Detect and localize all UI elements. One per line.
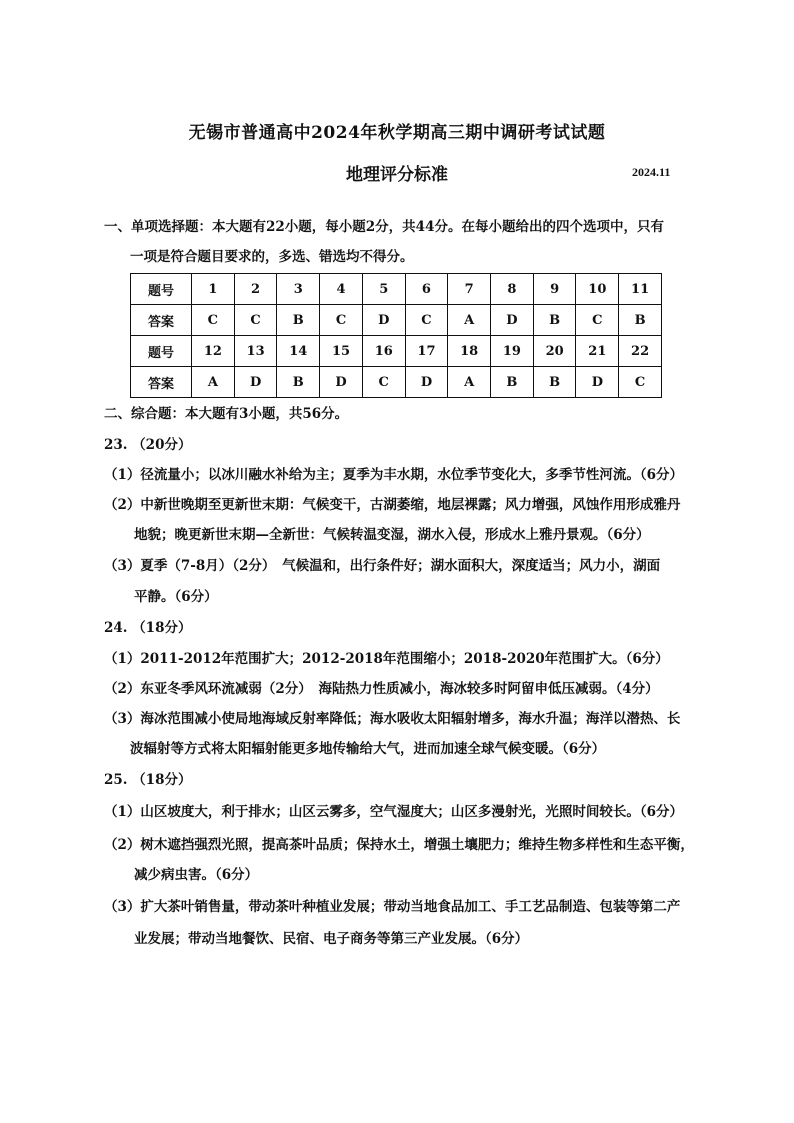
q23-part3-line2: 平静。（6分）: [134, 589, 218, 605]
section2-heading: 二、综合题：本大题有3小题，共56分。: [104, 406, 349, 422]
answer-cell: A: [448, 367, 491, 398]
q24-part2: （2）东亚冬季风环流减弱（2分） 海陆热力性质减小，海冰较多时阿留申低压减弱。（4分）: [104, 681, 659, 697]
answer-cell: C: [320, 305, 363, 336]
answer-cell: D: [362, 305, 405, 336]
answer-table: [130, 273, 662, 398]
question-number: 17: [405, 336, 448, 367]
q23-heading: 23. （20分）: [104, 437, 192, 453]
question-number: 9: [533, 274, 576, 305]
answer-cell: B: [277, 305, 320, 336]
answer-cell: D: [320, 367, 363, 398]
question-number: 4: [320, 274, 363, 305]
table-row-answers-2: [131, 367, 662, 398]
answer-cell: C: [619, 367, 662, 398]
answer-cell: A: [192, 367, 235, 398]
question-number: 15: [320, 336, 363, 367]
q25-part2-line1: （2）树木遮挡强烈光照，提高茶叶品质；保持水土，增强土壤肥力；维持生物多样性和生态平衡，: [104, 837, 694, 853]
q25-part1: （1）山区坡度大，利于排水；山区云雾多，空气湿度大；山区多漫射光，光照时间较长。（6分）: [104, 804, 684, 820]
question-number: 5: [362, 274, 405, 305]
question-number: 20: [533, 336, 576, 367]
question-number: 11: [619, 274, 662, 305]
question-number: 18: [448, 336, 491, 367]
row-label-answer: 答案: [131, 305, 192, 336]
answer-cell: B: [533, 305, 576, 336]
answer-cell: C: [234, 305, 277, 336]
answer-cell: A: [448, 305, 491, 336]
answer-cell: D: [234, 367, 277, 398]
answer-cell: B: [533, 367, 576, 398]
q24-part3-line1: （3）海冰范围减小使局地海域反射率降低；海水吸收太阳辐射增多，海水升温；海洋以潜热、长: [104, 711, 681, 727]
answer-cell: B: [277, 367, 320, 398]
table-row-numbers-1: [131, 274, 662, 305]
answer-cell: B: [619, 305, 662, 336]
answer-cell: D: [576, 367, 619, 398]
q23-part2-line1: （2）中新世晚期至更新世末期：气候变干，古湖萎缩，地层裸露；风力增强，风蚀作用形成雅丹: [104, 497, 681, 513]
row-label-number: 题号: [131, 274, 192, 305]
answer-cell: D: [405, 367, 448, 398]
table-row-numbers-2: [131, 336, 662, 367]
q25-part2-line2: 减少病虫害。（6分）: [134, 867, 259, 883]
question-number: 21: [576, 336, 619, 367]
question-number: 2: [234, 274, 277, 305]
answer-cell: B: [491, 367, 534, 398]
section1-instructions-line1: 一、单项选择题：本大题有22小题，每小题2分，共44分。在每小题给出的四个选项中，只有: [104, 219, 664, 235]
q25-part3-line1: （3）扩大茶叶销售量，带动茶叶种植业发展；带动当地食品加工、手工艺品制造、包装等第二产: [104, 899, 681, 915]
answer-cell: C: [362, 367, 405, 398]
question-number: 14: [277, 336, 320, 367]
page-subtitle: 地理评分标准: [346, 165, 448, 185]
table-row-answers-1: [131, 305, 662, 336]
q24-part3-line2: 波辐射等方式将太阳辐射能更多地传输给大气，进而加速全球气候变暖。（6分）: [130, 741, 606, 757]
row-label-answer: 答案: [131, 367, 192, 398]
question-number: 13: [234, 336, 277, 367]
q24-heading: 24. （18分）: [104, 620, 192, 636]
question-number: 6: [405, 274, 448, 305]
question-number: 12: [192, 336, 235, 367]
q25-part3-line2: 业发展；带动当地餐饮、民宿、电子商务等第三产业发展。（6分）: [134, 931, 529, 947]
section1-instructions-line2: 一项是符合题目要求的，多选、错选均不得分。: [130, 249, 414, 265]
question-number: 22: [619, 336, 662, 367]
answer-cell: C: [192, 305, 235, 336]
question-number: 10: [576, 274, 619, 305]
q24-part1: （1）2011-2012年范围扩大；2012-2018年范围缩小；2018-2020年范围扩大。（6分）: [104, 651, 669, 667]
question-number: 7: [448, 274, 491, 305]
row-label-number: 题号: [131, 336, 192, 367]
document-date: 2024.11: [632, 165, 671, 179]
q25-heading: 25. （18分）: [104, 772, 192, 788]
answer-cell: C: [405, 305, 448, 336]
answer-cell: D: [491, 305, 534, 336]
question-number: 19: [491, 336, 534, 367]
q23-part1: （1）径流量小；以冰川融水补给为主；夏季为丰水期，水位季节变化大，多季节性河流。（6分）: [104, 467, 684, 483]
question-number: 8: [491, 274, 534, 305]
question-number: 16: [362, 336, 405, 367]
q23-part3-line1: （3）夏季（7-8月）（2分） 气候温和，出行条件好；湖水面积大，深度适当；风力小，湖面: [104, 558, 661, 574]
page-title: 无锡市普通高中2024年秋学期高三期中调研考试试题: [188, 123, 606, 143]
answer-cell: C: [576, 305, 619, 336]
q23-part2-line2: 地貌；晚更新世末期—全新世：气候转温变湿，湖水入侵，形成水上雅丹景观。（6分）: [134, 527, 650, 543]
question-number: 3: [277, 274, 320, 305]
question-number: 1: [192, 274, 235, 305]
